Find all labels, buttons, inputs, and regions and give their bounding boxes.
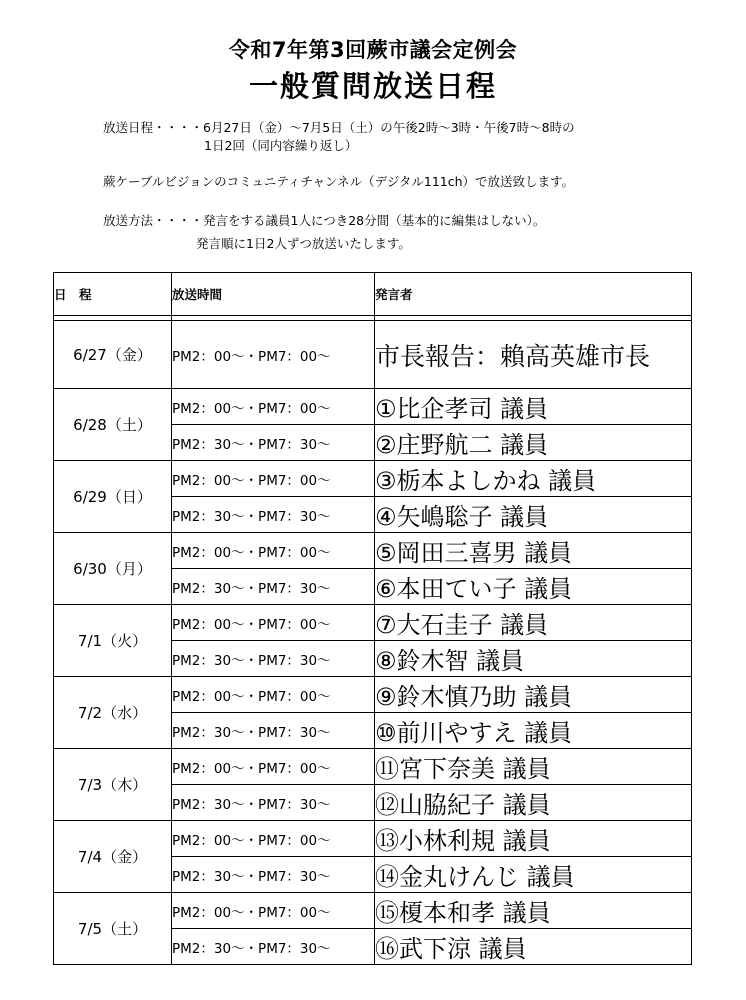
time-cell: PM2：00～・PM7：00～: [172, 461, 375, 497]
speaker-cell: ⑯武下涼 議員: [375, 929, 692, 965]
time-cell: PM2：30～・PM7：30～: [172, 857, 375, 893]
speaker-cell: ⑤岡田三喜男 議員: [375, 533, 692, 569]
table-row: [54, 533, 692, 569]
date-cell: 7/4（金）: [54, 821, 172, 893]
table-row: [54, 677, 692, 713]
speaker-cell: ①比企孝司 議員: [375, 389, 692, 425]
time-cell: PM2：00～・PM7：00～: [172, 533, 375, 569]
time-cell: PM2：00～・PM7：00～: [172, 677, 375, 713]
speaker-cell: ⑧鈴木智 議員: [375, 641, 692, 677]
table-header-row: [54, 273, 692, 316]
speaker-cell: ⑭金丸けんじ 議員: [375, 857, 692, 893]
time-cell: PM2：00～・PM7：00～: [172, 749, 375, 785]
time-cell: PM2：30～・PM7：30～: [172, 641, 375, 677]
speaker-cell: ⑬小林利規 議員: [375, 821, 692, 857]
speaker-cell: ⑩前川やすえ 議員: [375, 713, 692, 749]
date-cell: 7/3（木）: [54, 749, 172, 821]
table-row: [54, 821, 692, 857]
schedule-table: [53, 272, 692, 965]
date-cell: 6/27（金）: [54, 321, 172, 389]
method-line2: 発言順に1日2人ずつ放送いたします。: [196, 236, 411, 251]
speaker-cell: ③栃本よしかね 議員: [375, 461, 692, 497]
table-row: [54, 605, 692, 641]
time-cell: PM2：30～・PM7：30～: [172, 713, 375, 749]
title-session: 令和7年第3回蕨市議会定例会: [228, 38, 518, 62]
time-cell: PM2：30～・PM7：30～: [172, 929, 375, 965]
time-cell: PM2：00～・PM7：00～: [172, 893, 375, 929]
time-cell: PM2：30～・PM7：30～: [172, 425, 375, 461]
title-schedule: 一般質問放送日程: [248, 69, 497, 103]
date-cell: 7/2（水）: [54, 677, 172, 749]
speaker-cell: ⑥本田てい子 議員: [375, 569, 692, 605]
speaker-cell: 市長報告：賴高英雄市長: [375, 321, 692, 389]
channel-note: 蕨ケーブルビジョンのコミュニティチャンネル（デジタル111ch）で放送致します。: [103, 174, 575, 189]
speaker-cell: ⑫山脇紀子 議員: [375, 785, 692, 821]
time-cell: PM2：00～・PM7：00～: [172, 605, 375, 641]
time-cell: PM2：30～・PM7：30～: [172, 569, 375, 605]
time-cell: PM2：30～・PM7：30～: [172, 497, 375, 533]
header-time: 放送時間: [172, 273, 375, 316]
header-speaker: 発言者: [375, 273, 692, 316]
table-row: [54, 749, 692, 785]
date-cell: 7/1（火）: [54, 605, 172, 677]
table-row: [54, 321, 692, 389]
header-date: 日 程: [54, 273, 172, 316]
speaker-cell: ⑮榎本和孝 議員: [375, 893, 692, 929]
table-row: [54, 461, 692, 497]
time-cell: PM2：30～・PM7：30～: [172, 785, 375, 821]
method-line1: 放送方法・・・・発言をする議員1人につき28分間（基本的に編集はしない）。: [103, 213, 546, 228]
date-cell: 6/28（土）: [54, 389, 172, 461]
speaker-cell: ⑨鈴木慎乃助 議員: [375, 677, 692, 713]
date-cell: 6/29（日）: [54, 461, 172, 533]
time-cell: PM2：00～・PM7：00～: [172, 321, 375, 389]
speaker-cell: ④矢嶋聡子 議員: [375, 497, 692, 533]
broadcast-dates-line1: 放送日程・・・・6月27日（金）～7月5日（土）の午後2時～3時・午後7時～8時の: [103, 120, 575, 135]
speaker-cell: ⑪宮下奈美 議員: [375, 749, 692, 785]
time-cell: PM2：00～・PM7：00～: [172, 821, 375, 857]
date-cell: 7/5（土）: [54, 893, 172, 965]
speaker-cell: ⑦大石圭子 議員: [375, 605, 692, 641]
table-row: [54, 893, 692, 929]
time-cell: PM2：00～・PM7：00～: [172, 389, 375, 425]
date-cell: 6/30（月）: [54, 533, 172, 605]
speaker-cell: ②庄野航二 議員: [375, 425, 692, 461]
broadcast-dates-line2: 1日2回（同内容繰り返し）: [204, 138, 358, 153]
table-row: [54, 389, 692, 425]
